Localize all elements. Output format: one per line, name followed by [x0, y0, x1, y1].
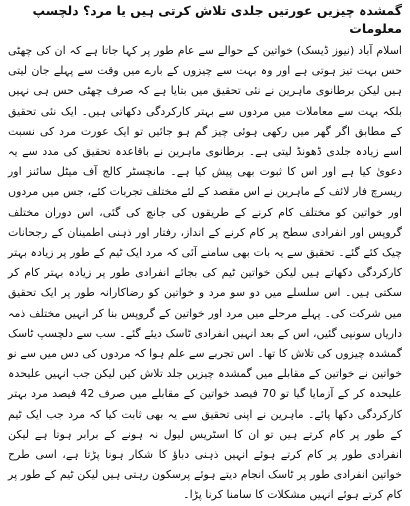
article-headline: گمشدہ چیزیں عورتیں جلدی تلاش کرتی ہیں یا مرد؟ دلچسپ معلومات — [32, 3, 402, 36]
article-body-paragraph: اسلام آباد (نیوز ڈیسک) خواتین کے حوالے سے عام طور پر کہا جاتا ہے کہ ان کی چھٹی حس بہت تیز ہوتی ہے اور وہ بہت سے چیزوں کے بارے میں وقت سے پہلے جان لیتی ہیں لیکن برطانوی ماہرین نے نئی تحقیق میں بتایا ہے کہ صرف چھٹی حس ہی نہیں بلکہ بہت سے معاملات میں مردوں سے بہتر کارکردگی دکھاتی ہیں۔ ایک نئی تحقیق کے مطابق اگر گھر میں رکھی ہوئی چیز گم ہو جائیں تو ایک عورت مرد کی نسبت اسے زیادہ جلدی ڈھونڈ لیتی ہے۔ برطانوی ماہرین نے باقاعدہ تحقیق کی مدد سے یہ دعویٰ کیا ہے اور اس کا ثبوت بھی پیش کیا ہے۔ مانچسٹر کالج آف میٹل سائنز اور ریسرچ فار لائف کے ماہرین نے اس مقصد کے لئے مختلف تجربات کئے، جس میں مردوں اور خواتین کو مختلف کام کرنے کے طریقوں کی جانچ کی گئی، اس دوران مختلف گروپس اور انفرادی سطح پر کام کرنے کے انداز، رفتار اور ذہنی اطمینان کے رجحانات چیک کئے گئے۔ تحقیق سے یہ بات بھی سامنے آئی کہ مرد ایک ٹیم کے طور پر زیادہ بہتر کارکردگی دکھاتے ہیں لیکن خواتین ٹیم کی بجائے انفرادی طور پر زیادہ بہتر کام کر سکتی ہیں۔ اس سلسلے میں دو سو مرد و خواتین کو رضاکارانہ طور پر ایک تحقیق میں شرکت کی۔ پہلے مرحلے میں مرد اور خواتین کے گروپس بنا کر انہیں مختلف ذمہ داریاں سونپی گئیں، اس کے بعد انہیں انفرادی ٹاسک دیئے گئے۔ سب سے دلچسپ ٹاسک گمشدہ چیزوں کی تلاش کا تھا۔ اس تجربے سے علم ہوا کہ مردوں کی دس میں سے نو خواتین نے خواتین کے مقابلے میں گمشدہ چیزیں جلد تلاش کیں لیکن جب انہیں علیحدہ علیحدہ کر کے آزمایا گیا تو 70 فیصد خواتین کے مقابلے میں صرف 42 فیصد مرد بہتر کارکردگی دکھا پائے۔ ماہرین نے اپنی تحقیق سے یہ بھی ثابت کیا کہ مرد جب ایک ٹیم کے طور پر کام کرتے ہیں تو ان کا اسٹریس لیول نہ ہونے کے برابر ہوتا ہے لیکن انفرادی طور پر کام کرتے ہوئے انہیں ذہنی دباؤ کا شکار ہونا پڑتا ہے، اسی طرح خواتین انفرادی طور پر ٹاسک انجام دیتے ہوئے پرسکون رہتی ہیں لیکن ٹیم کے طور پر کام کرتے ہوئے انہیں مشکلات کا سامنا کرنا پڑا۔ — [8, 44, 402, 502]
